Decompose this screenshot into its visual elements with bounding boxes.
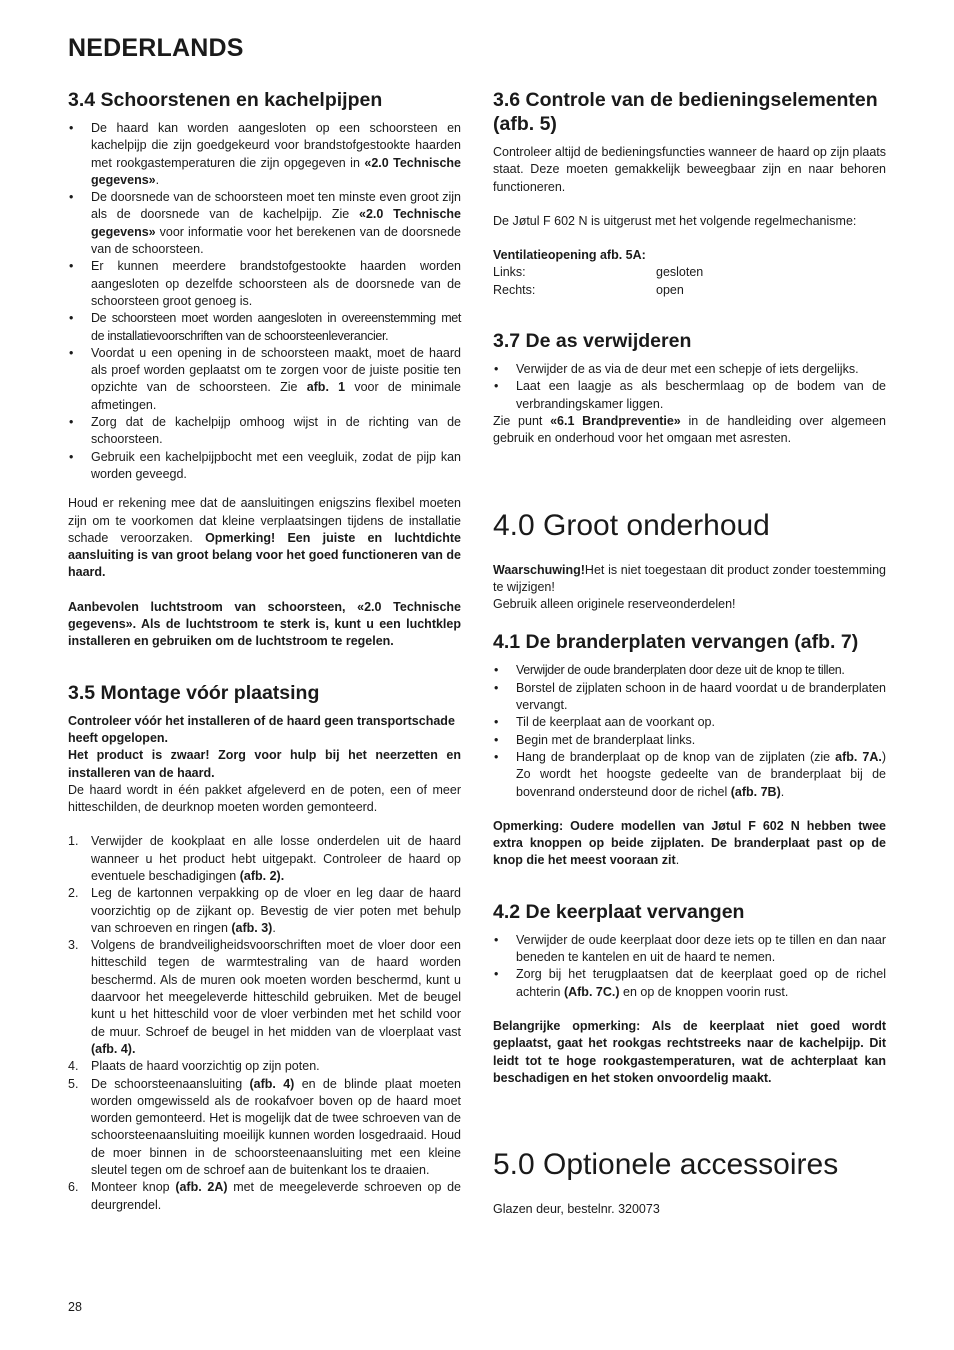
section-3-4-bullets xyxy=(68,120,461,483)
list-item: 5. De schoorsteenaansluiting (afb. 4) en de blinde plaat moeten worden omgewisseld als de rookafvoer boven op de haard moet worden gemonteerd. Het is mogelijk dat de twee schroeven van de schoorsteenaansluiting moeilijk kunnen worden losgedraaid. Houd de moer binnen in de schoorsteenaansluiting met een kleine sleutel tegen om de schroef aan de buitenkant los te draaien. xyxy=(68,1076,461,1178)
list-item: 4. Plaats de haard voorzichtig op zijn poten. xyxy=(68,1059,320,1074)
list-item: • Voordat u een opening in de schoorsteen maakt, moet de haard als proef worden geplaatst om te zorgen voor de juiste positie ten opzichte van de schoorsteen. Zie afb. 1 voor de minimale afmetingen. xyxy=(68,345,461,414)
list-item: • Til de keerplaat aan de voorkant op. xyxy=(493,714,886,731)
list-item: • De doorsnede van de schoorsteen moet ten minste even groot zijn als de doorsnede van de kachelpijp. Zie «2.0 Technische gegevens» voor informatie voor het berekenen van de doorsnede van de schoorsteen. xyxy=(68,189,461,258)
heavy-product-warning: Het product is zwaar! Zorg voor hulp bij het neerzetten en installeren van de haard. xyxy=(68,748,461,780)
vent-row-left: Links: gesloten xyxy=(493,265,704,280)
vent-opening-title: Ventilatieopening afb. 5A: xyxy=(493,248,646,263)
vent-row-right: Rechts: open xyxy=(493,282,684,297)
baffle-important-note: Belangrijke opmerking: Als de keerplaat niet goed wordt geplaatst, gaat het rookgas rechtstreeks naar de kachelpijp. Dit leidt tot te hoge rookgastemperaturen, wat de achterplaat kan beschadigen en het stoken onvoordelig maakt. xyxy=(493,1018,886,1085)
control-mechanism-intro: De Jøtul F 602 N is uitgerust met het volgende regelmechanisme: xyxy=(493,213,857,228)
list-item: • De haard kan worden aangesloten op een schoorsteen en kachelpijp die zijn goedgekeurd voor brandstofgestookte haarden met rookgastemperaturen die zijn opgegeven in «2.0 Technische gegevens». xyxy=(68,120,461,189)
list-item: • Laat een laagje as als beschermlaag op de bodem van de verbrandingskamer liggen. xyxy=(493,378,886,413)
list-item: • Verwijder de as via de deur met een schepje of iets dergelijks. xyxy=(493,361,886,378)
section-3-5-title: 3.5 Montage vóór plaatsing xyxy=(68,681,320,704)
list-item: • Gebruik een kachelpijpbocht met een veegluik, zodat de pijp kan worden geveegd. xyxy=(68,449,461,484)
section-3-4-paragraph: Houd er rekening mee dat de aansluitingen enigszins flexibel moeten zijn om te voorkomen dat kleine verplaatsingen tijdens de installatie schade veroorzaken. Opmerking! Een juiste en luchtdichte aansluiting is van groot belang voor het goed functioneren van de haard. xyxy=(68,496,462,580)
list-item: 2. Leg de kartonnen verpakking op de vloer en leg daar de haard voorzichtig op de zijkant op. Bevestig de vier poten met behulp van schroeven en ringen (afb. 3). xyxy=(68,886,461,935)
right-column xyxy=(493,88,886,1218)
section-3-7-paragraph: Zie punt «6.1 Brandpreventie» in de handleiding over algemeen gebruik en onderhoud voor het omgaan met asresten. xyxy=(493,413,886,446)
list-item: • Begin met de branderplaat links. xyxy=(493,732,886,749)
list-item: • Verwijder de oude keerplaat door deze iets op te tillen en dan naar beneden te kantelen en uit de haard te nemen. xyxy=(493,932,886,967)
list-item: • Zorg bij het terugplaatsen dat de keerplaat goed op de richel achterin (Afb. 7C.) en op de knoppen voorin rust. xyxy=(493,966,886,1001)
list-item: • Er kunnen meerdere brandstofgestookte haarden worden aangesloten op dezelfde schoorsteen als de doorsnede van de schoorsteen groot genoeg is. xyxy=(68,258,461,310)
section-3-4-title: 3.4 Schoorstenen en kachelpijpen xyxy=(68,89,383,111)
section-3-6-paragraph: Controleer altijd de bedieningsfuncties wanneer de haard op zijn plaats staat. Deze moeten gemakkelijk beweegbaar zijn en naar behoren functioneren. xyxy=(493,145,886,194)
page-number: 28 xyxy=(68,1300,82,1314)
warning-text: Waarschuwing!Het is niet toegestaan dit product zonder toestemming te wijzigen! xyxy=(493,562,886,594)
left-column xyxy=(68,88,461,1214)
transport-damage-note: Controleer vóór het installeren of de haard geen transportschade heeft opgelopen. xyxy=(68,713,455,745)
section-4-1-title: 4.1 De branderplaten vervangen (afb. 7) xyxy=(493,631,859,654)
assembly-steps xyxy=(68,833,461,1214)
list-item: • Zorg dat de kachelpijp omhoog wijst in de richting van de schoorsteen. xyxy=(68,414,461,449)
section-4-1-bullets xyxy=(493,662,886,800)
list-item: • Verwijder de oude branderplaten door deze uit de knop te tillen. xyxy=(493,662,886,679)
section-5-0-title: 5.0 Optionele accessoires xyxy=(493,1148,839,1182)
glass-door-accessory: Glazen deur, bestelnr. 320073 xyxy=(493,1202,660,1217)
section-3-5-intro: De haard wordt in één pakket afgeleverd en de poten, een of meer hitteschilden, de deurknop moeten worden gemonteerd. xyxy=(68,782,461,815)
older-models-note: Opmerking: Oudere modellen van Jøtul F 602 N hebben twee extra knoppen op beide zijplaten. De branderplaat past op de knop die het meest vooraan zit. xyxy=(493,818,886,868)
list-item: • Hang de branderplaat op de knop van de zijplaten (zie afb. 7A.) Zo wordt het hoogste gedeelte van de branderplaat bij de bovenrand ondersteund door de richel (afb. 7B). xyxy=(493,749,886,801)
list-item: • De schoorsteen moet worden aangesloten in overeenstemming met de installatievoorschriften van de schoorsteenleverancier. xyxy=(68,310,461,345)
section-3-7-bullets xyxy=(493,361,886,413)
section-3-4-airflow-note: Aanbevolen luchtstroom van schoorsteen, «2.0 Technische gegevens». Als de luchtstroom te sterk is, kunt u een luchtklep installeren en gebruiken om de luchtstroom te regelen. xyxy=(68,599,461,649)
section-3-7-title: 3.7 De as verwijderen xyxy=(493,330,692,353)
section-3-6-title: 3.6 Controle van de bedieningselementen (afb. 5) xyxy=(493,89,878,135)
list-item: 1. Verwijder de kookplaat en alle losse onderdelen uit de haard wanneer u het product hebt uitgepakt. Controleer de haard op eventuele beschadigingen (afb. 2). xyxy=(68,834,461,883)
section-4-2-bullets xyxy=(493,932,886,1001)
list-item: 6. Monteer knop (afb. 2A) met de meegeleverde schroeven op de deurgrendel. xyxy=(68,1180,461,1212)
language-heading: NEDERLANDS xyxy=(68,34,244,62)
list-item: • Borstel de zijplaten schoon in de haard voordat u de branderplaten vervangt. xyxy=(493,680,886,715)
section-4-2-title: 4.2 De keerplaat vervangen xyxy=(493,900,745,923)
list-item: 3. Volgens de brandveiligheidsvoorschriften moet de vloer door een hitteschild tegen de warmtestraling van de haard worden beschermd. Als de muren ook moeten worden beschermd, kunt u daarvoor het meegeleverde hitteschild gebruiken. Met de beugel kunt u het hitteschild voor de vloer verbinden met het schild voor de muur. Schroef de beugel in het midden van de vloerplaat vast (afb. 4). xyxy=(68,938,461,1056)
section-4-0-title: 4.0 Groot onderhoud xyxy=(493,508,770,542)
spare-parts-note: Gebruik alleen originele reserveonderdelen! xyxy=(493,597,736,612)
